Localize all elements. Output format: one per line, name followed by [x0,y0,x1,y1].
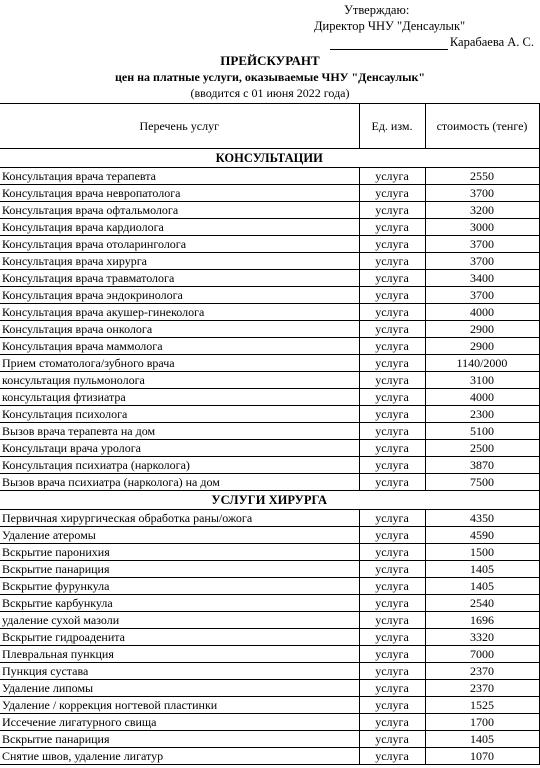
service-price: 4590 [425,527,539,544]
service-name: Иссечение лигатурного свища [0,714,359,731]
service-unit: услуга [359,646,425,663]
service-name: Вскрытие панариция [0,561,359,578]
column-header-services: Перечень услуг [0,104,359,149]
service-price: 2550 [425,168,539,185]
service-unit: услуга [359,663,425,680]
service-name: консультация пульмонолога [0,372,359,389]
table-row [0,406,539,423]
service-name: Вызов врача психиатра (нарколога) на дом [0,474,359,491]
service-price: 3200 [425,202,539,219]
service-unit: услуга [359,321,425,338]
service-unit: услуга [359,697,425,714]
table-row [0,663,539,680]
service-unit: услуга [359,544,425,561]
approval-block [304,2,534,50]
service-name: Консультация врача офтальмолога [0,202,359,219]
service-name: Вызов врача терапевта на дом [0,423,359,440]
service-price: 1700 [425,714,539,731]
service-name: Вскрытие карбункула [0,595,359,612]
service-name: Прием стоматолога/зубного врача [0,355,359,372]
table-row [0,253,539,270]
table-row [0,355,539,372]
service-name: Консультация врача онколога [0,321,359,338]
service-name: Удаление / коррекция ногтевой пластинки [0,697,359,714]
service-unit: услуга [359,578,425,595]
approval-label: Утверждаю: [344,3,410,17]
service-unit: услуга [359,714,425,731]
service-unit: услуга [359,612,425,629]
service-unit: услуга [359,168,425,185]
service-price: 1696 [425,612,539,629]
service-name: Консультация врача отоларинголога [0,236,359,253]
service-unit: услуга [359,474,425,491]
service-name: Консультация психиатра (нарколога) [0,457,359,474]
table-row [0,287,539,304]
table-row [0,338,539,355]
signature-line [330,37,448,50]
table-row [0,202,539,219]
service-name: Консультация врача травматолога [0,270,359,287]
service-unit: услуга [359,185,425,202]
service-name: Консультация врача кардиолога [0,219,359,236]
service-name: Консультация психолога [0,406,359,423]
service-unit: услуга [359,389,425,406]
service-price: 1070 [425,748,539,765]
table-row [0,561,539,578]
service-name: Первичная хирургическая обработка раны/ожога [0,510,359,527]
table-row [0,389,539,406]
service-price: 1525 [425,697,539,714]
service-unit: услуга [359,595,425,612]
section-title: УСЛУГИ ХИРУРГА [0,491,539,510]
table-row [0,595,539,612]
service-price: 2900 [425,321,539,338]
service-name: Пункция сустава [0,663,359,680]
table-row [0,236,539,253]
table-row [0,304,539,321]
section-header [0,149,539,168]
service-price: 1405 [425,731,539,748]
service-name: Вскрытие гидроаденита [0,629,359,646]
section-title: КОНСУЛЬТАЦИИ [0,149,539,168]
service-unit: услуга [359,440,425,457]
table-row [0,527,539,544]
table-row [0,440,539,457]
column-header-unit: Ед. изм. [359,104,425,149]
section-header [0,491,539,510]
service-price: 7500 [425,474,539,491]
table-row [0,646,539,663]
service-name: Удаление липомы [0,680,359,697]
document-subtitle: цен на платные услуги, оказываемые ЧНУ "Денсаулык" [114,70,426,84]
service-price: 2300 [425,406,539,423]
service-name: Удаление атеромы [0,527,359,544]
service-unit: услуга [359,202,425,219]
service-price: 3320 [425,629,539,646]
service-price: 5100 [425,423,539,440]
service-price: 3700 [425,236,539,253]
service-price: 4350 [425,510,539,527]
service-price: 1140/2000 [425,355,539,372]
service-unit: услуга [359,629,425,646]
service-unit: услуга [359,236,425,253]
service-price: 3100 [425,372,539,389]
service-name: Вскрытие панариция [0,731,359,748]
table-row [0,510,539,527]
service-unit: услуга [359,680,425,697]
service-unit: услуга [359,748,425,765]
service-price: 2540 [425,595,539,612]
service-name: Консультация врача хирурга [0,253,359,270]
service-price: 2370 [425,663,539,680]
service-name: Консультация врача маммолога [0,338,359,355]
service-price: 1500 [425,544,539,561]
service-unit: услуга [359,527,425,544]
table-row [0,270,539,287]
service-price: 3000 [425,219,539,236]
table-row [0,219,539,236]
table-row [0,185,539,202]
service-name: консультация фтизиатра [0,389,359,406]
service-unit: услуга [359,457,425,474]
service-price: 1405 [425,578,539,595]
service-unit: услуга [359,270,425,287]
table-row [0,697,539,714]
service-name: Консультация врача акушер-гинеколога [0,304,359,321]
table-row [0,748,539,765]
service-name: Консультация врача терапевта [0,168,359,185]
table-row [0,731,539,748]
approval-signature [304,34,534,50]
table-row [0,423,539,440]
table-header [0,104,539,149]
table-row [0,714,539,731]
service-unit: услуга [359,219,425,236]
service-name: удаление сухой мазоли [0,612,359,629]
service-price: 3870 [425,457,539,474]
service-price: 4000 [425,304,539,321]
table-row [0,578,539,595]
service-name: Вскрытие паронихия [0,544,359,561]
service-price: 3700 [425,287,539,304]
table-row [0,372,539,389]
table-row [0,321,539,338]
column-header-price: стоимость (тенге) [425,104,539,149]
service-unit: услуга [359,561,425,578]
service-name: Консультаци врача уролога [0,440,359,457]
service-unit: услуга [359,287,425,304]
table-row [0,457,539,474]
service-unit: услуга [359,355,425,372]
service-price: 3700 [425,253,539,270]
service-price: 3400 [425,270,539,287]
table-row [0,680,539,697]
service-price: 1405 [425,561,539,578]
table-row [0,474,539,491]
document-header [0,52,540,101]
table-row [0,629,539,646]
service-unit: услуга [359,731,425,748]
price-table [0,103,540,765]
service-name: Вскрытие фурункула [0,578,359,595]
table-row [0,168,539,185]
service-unit: услуга [359,406,425,423]
service-unit: услуга [359,510,425,527]
service-price: 7000 [425,646,539,663]
service-unit: услуга [359,304,425,321]
document-title: ПРЕЙСКУРАНТ [220,53,320,68]
service-price: 4000 [425,389,539,406]
service-price: 2500 [425,440,539,457]
service-name: Снятие швов, удаление лигатур [0,748,359,765]
service-unit: услуга [359,253,425,270]
table-row [0,544,539,561]
service-price: 2900 [425,338,539,355]
service-name: Консультация врача эндокринолога [0,287,359,304]
service-unit: услуга [359,338,425,355]
table-row [0,612,539,629]
approval-name: Карабаева А. С. [449,35,534,49]
service-name: Консультация врача невропатолога [0,185,359,202]
service-price: 2370 [425,680,539,697]
service-unit: услуга [359,372,425,389]
approval-director: Директор ЧНУ "Денсаулык" [314,19,466,33]
service-name: Плевральная пункция [0,646,359,663]
service-unit: услуга [359,423,425,440]
service-price: 3700 [425,185,539,202]
document-date: (вводится с 01 июня 2022 года) [190,86,350,100]
